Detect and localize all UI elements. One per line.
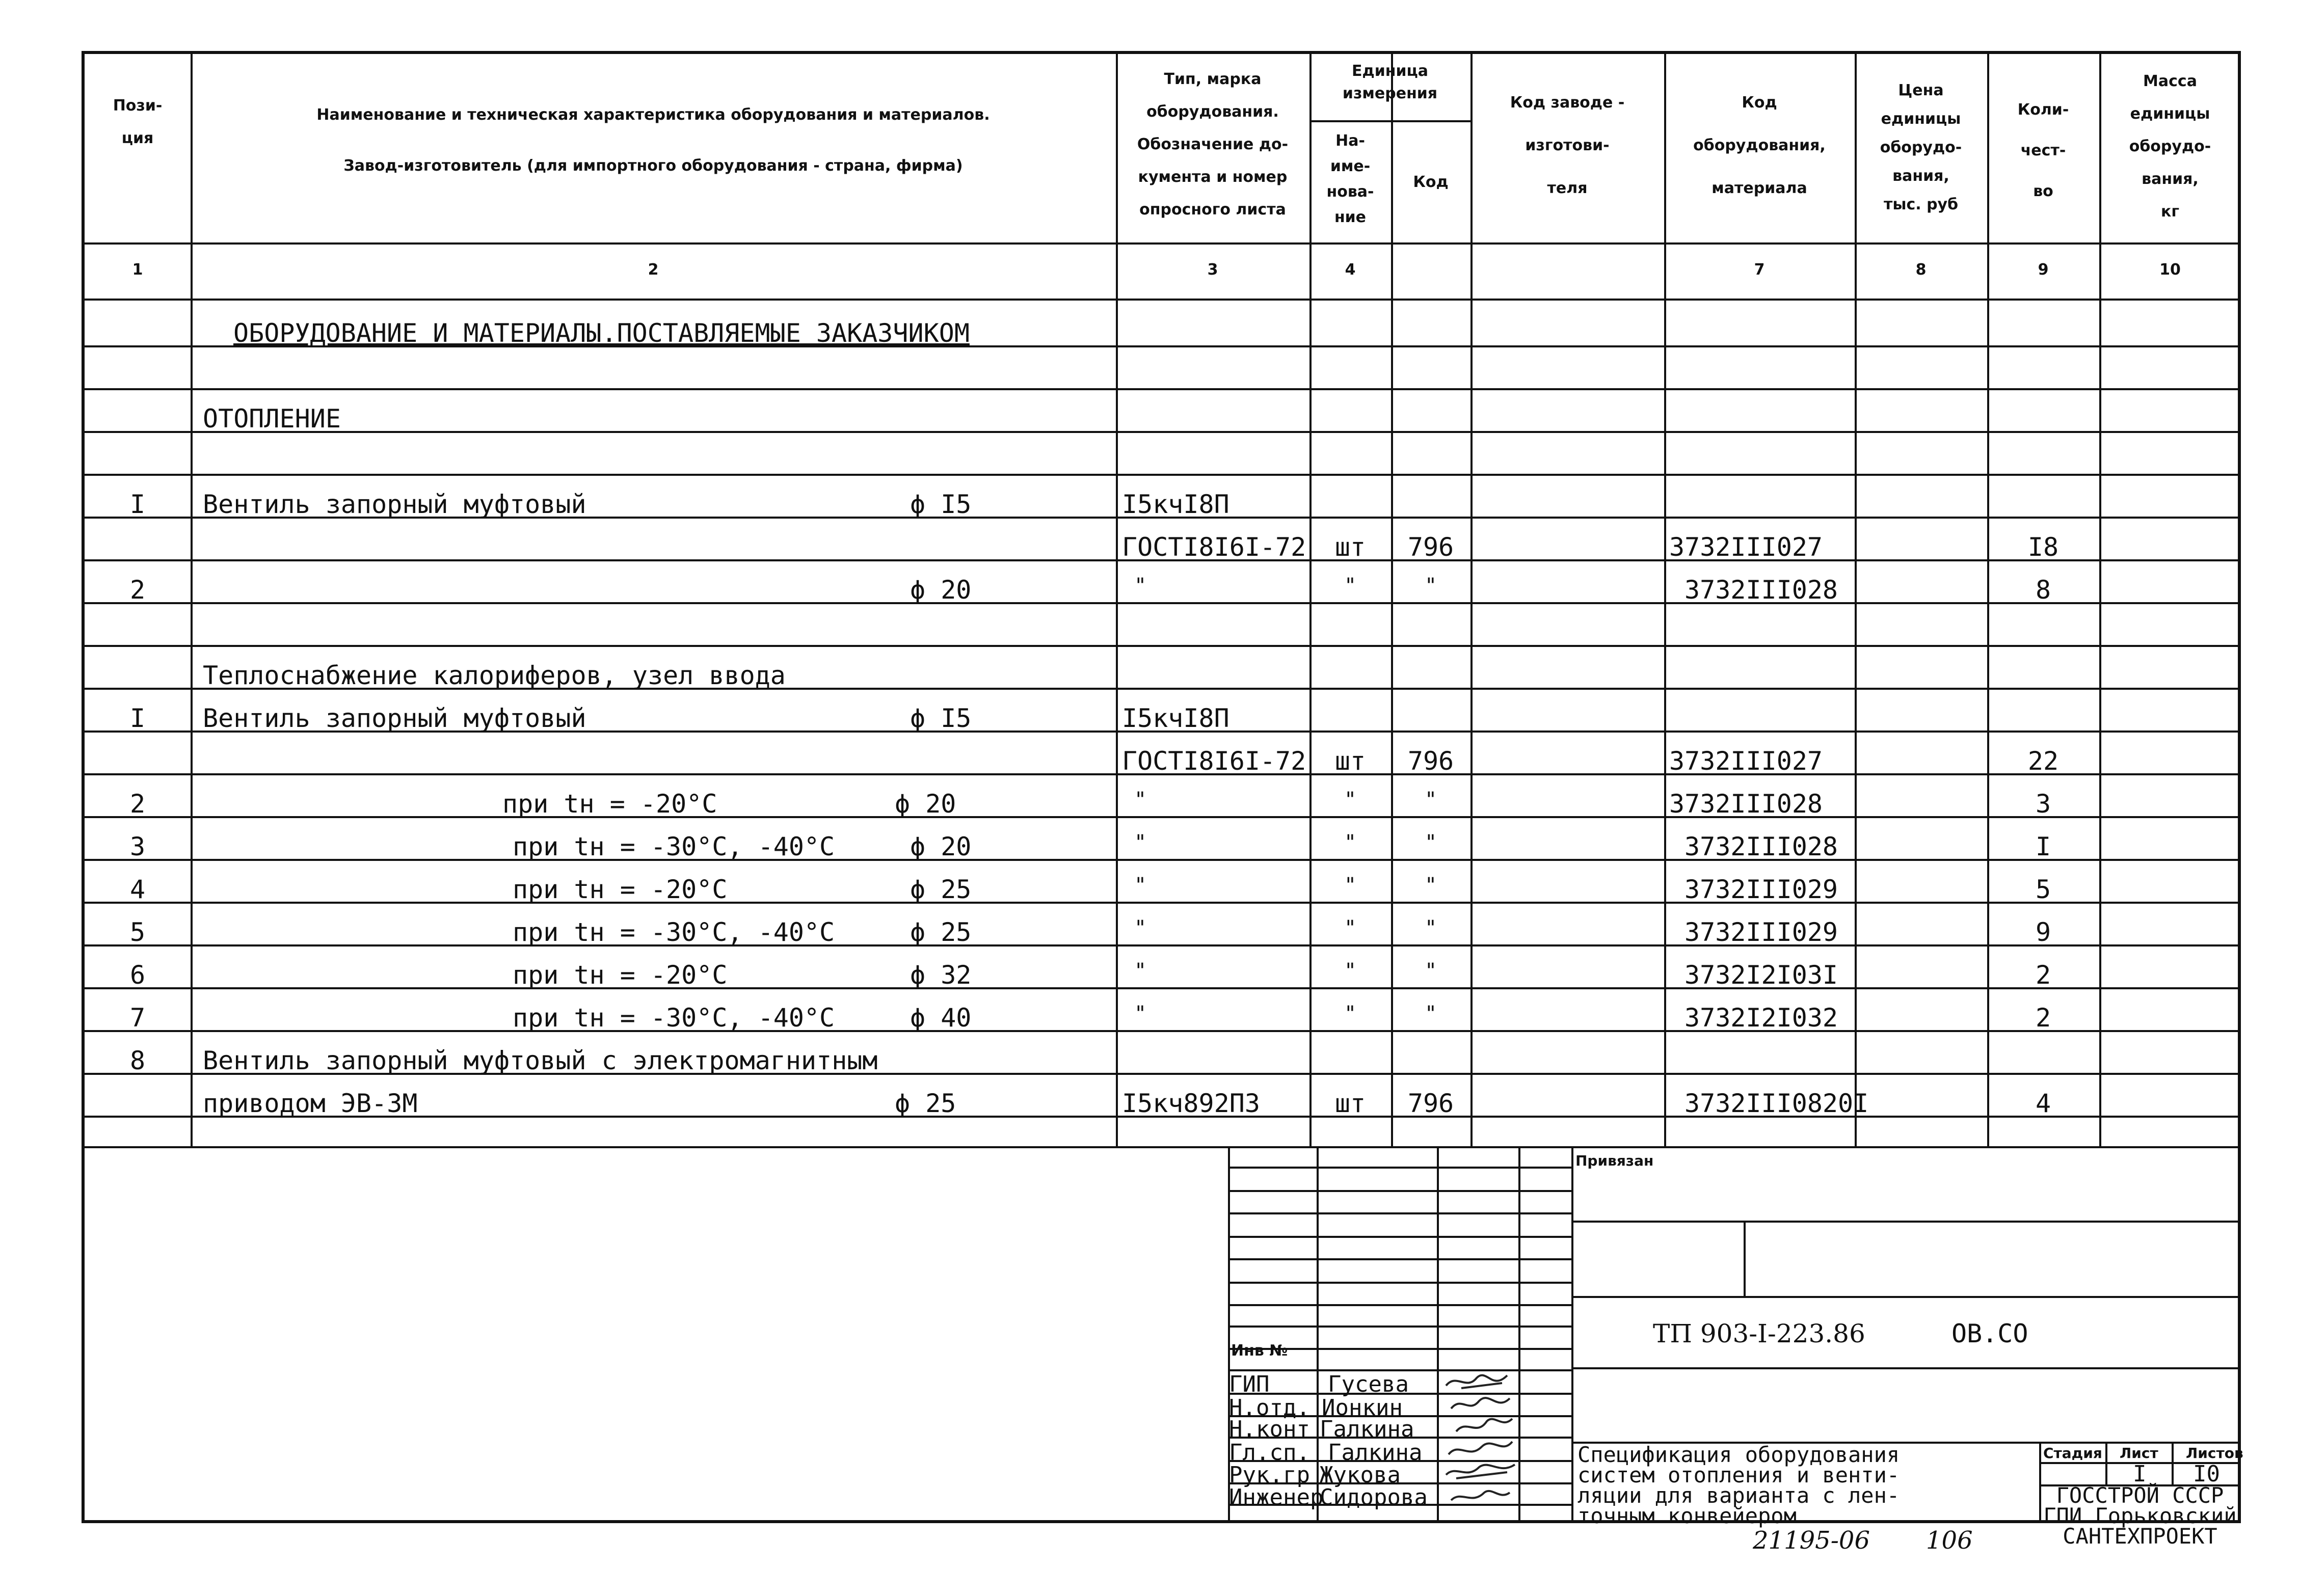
row-type: " bbox=[1134, 916, 1147, 940]
row-type: " bbox=[1134, 574, 1147, 598]
row-name: Вентиль запорный муфтовый bbox=[203, 490, 586, 519]
row-diameter: ϕ 25 bbox=[910, 917, 972, 947]
col-number: 9 bbox=[2038, 261, 2049, 279]
row-code: 3732III028 bbox=[1684, 575, 1838, 605]
row-code: 3732I2I032 bbox=[1684, 1003, 1838, 1033]
row-name: при tн = -20°C bbox=[502, 789, 717, 819]
row-code: 3732III028 bbox=[1669, 789, 1823, 819]
row-unit: шт bbox=[1334, 746, 1366, 776]
header-type: Тип, марка оборудования. Обозначение до- кумента и номер опросного листа bbox=[1137, 70, 1289, 219]
row-position: I bbox=[129, 704, 146, 733]
row-type: ГОСТI8I6I-72 bbox=[1122, 746, 1306, 776]
row-type: I5кч892П3 bbox=[1122, 1089, 1260, 1118]
row-type: I5кчI8П bbox=[1122, 490, 1229, 519]
signature-image bbox=[1441, 1370, 1517, 1513]
row-diameter: ϕ I5 bbox=[910, 704, 972, 733]
row-diameter: ϕ 20 bbox=[910, 575, 972, 605]
row-position: I bbox=[129, 490, 146, 519]
sheets-total: I0 bbox=[2193, 1461, 2220, 1487]
header-position: Пози- ция bbox=[113, 97, 163, 147]
col-number: 8 bbox=[1915, 261, 1927, 279]
row-name: при tн = -20°C bbox=[513, 960, 728, 990]
row-diameter: ϕ I5 bbox=[910, 490, 972, 519]
col-number: 1 bbox=[132, 261, 143, 279]
header-manufacturer-code: Код заводе - изготови- теля bbox=[1510, 94, 1625, 197]
row-quantity: I bbox=[2035, 832, 2051, 861]
role-engineer: Инженер bbox=[1229, 1484, 1324, 1510]
row-unit: " bbox=[1344, 874, 1357, 897]
row-position: 2 bbox=[129, 789, 146, 819]
row-position: 4 bbox=[129, 875, 146, 904]
row-quantity: I8 bbox=[2027, 532, 2059, 562]
sheet-label: Лист bbox=[2120, 1445, 2158, 1462]
section-title: ОТОПЛЕНИЕ bbox=[203, 404, 341, 434]
row-name: при tн = -30°C, -40°C bbox=[513, 917, 835, 947]
header-equipment-code: Код оборудования, материала bbox=[1693, 94, 1826, 197]
row-unit: " bbox=[1344, 959, 1357, 983]
row-type: I5кчI8П bbox=[1122, 704, 1229, 733]
document-code: ТП 903-I-223.86 bbox=[1653, 1319, 1865, 1348]
row-position: 6 bbox=[129, 960, 146, 990]
section-title: ОБОРУДОВАНИЕ И МАТЕРИАЛЫ.ПОСТАВЛЯЕМЫЕ ЗАКАЗЧИКОМ bbox=[233, 318, 970, 348]
sheet-number: I bbox=[2133, 1461, 2147, 1487]
archive-number: 21195-06 bbox=[1753, 1526, 1870, 1555]
header-unit-name: На- име- нова- ние bbox=[1326, 132, 1374, 226]
row-diameter: ϕ 32 bbox=[910, 960, 972, 990]
row-quantity: 3 bbox=[2035, 789, 2051, 819]
role-control: Н.конт bbox=[1229, 1416, 1310, 1442]
row-quantity: 22 bbox=[2027, 746, 2059, 776]
header-price: Цена единицы оборудо- вания, тыс. руб bbox=[1880, 82, 1962, 213]
person-name: Жукова bbox=[1320, 1462, 1401, 1488]
row-unit-code: " bbox=[1424, 788, 1437, 811]
person-name: Галкина bbox=[1328, 1440, 1423, 1466]
row-position: 7 bbox=[129, 1003, 146, 1033]
row-quantity: 4 bbox=[2035, 1089, 2051, 1118]
row-name: приводом ЭВ-3М bbox=[203, 1089, 418, 1118]
header-quantity: Коли- чест- во bbox=[2017, 101, 2069, 200]
row-unit-code: 796 bbox=[1407, 532, 1454, 562]
row-name: при tн = -30°C, -40°C bbox=[513, 832, 835, 861]
role-dept-head: Н.отд. bbox=[1229, 1395, 1310, 1421]
header-unit-code: Код bbox=[1413, 173, 1449, 191]
col-number: 7 bbox=[1754, 261, 1765, 279]
row-unit: " bbox=[1344, 574, 1357, 598]
row-unit: " bbox=[1344, 1002, 1357, 1025]
row-type: " bbox=[1134, 788, 1147, 811]
row-type: " bbox=[1134, 1002, 1147, 1025]
row-unit-code: " bbox=[1424, 959, 1437, 983]
row-position: 5 bbox=[129, 917, 146, 947]
row-code: 3732I2I03I bbox=[1684, 960, 1838, 990]
row-diameter: ϕ 20 bbox=[910, 832, 972, 861]
row-quantity: 2 bbox=[2035, 1003, 2051, 1033]
row-unit-code: " bbox=[1424, 831, 1437, 854]
row-name: при tн = -20°C bbox=[513, 875, 728, 904]
header-unit-group: Единица измерения bbox=[1342, 62, 1438, 102]
row-position: 3 bbox=[129, 832, 146, 861]
col-number: 2 bbox=[648, 261, 659, 279]
row-diameter: ϕ 25 bbox=[910, 875, 972, 904]
row-type: " bbox=[1134, 831, 1147, 854]
stage-label: Стадия bbox=[2043, 1445, 2102, 1462]
row-code: 3732III028 bbox=[1684, 832, 1838, 861]
row-quantity: 5 bbox=[2035, 875, 2051, 904]
row-quantity: 2 bbox=[2035, 960, 2051, 990]
row-quantity: 9 bbox=[2035, 917, 2051, 947]
col-number: 4 bbox=[1345, 261, 1356, 279]
person-name: Гусева bbox=[1328, 1371, 1409, 1397]
row-quantity: 8 bbox=[2035, 575, 2051, 605]
col-number: 3 bbox=[1207, 261, 1218, 279]
document-description: Спецификация оборудования систем отопления и венти- ляции для варианта с лен- точным конвейером bbox=[1577, 1442, 1900, 1528]
role-gip: ГИП bbox=[1229, 1371, 1270, 1397]
row-diameter: ϕ 40 bbox=[910, 1003, 972, 1033]
inventory-label: Инв № bbox=[1231, 1342, 1288, 1360]
row-unit-code: " bbox=[1424, 574, 1437, 598]
row-unit: " bbox=[1344, 788, 1357, 811]
person-name: Ионкин bbox=[1322, 1395, 1403, 1421]
attached-label: Привязан bbox=[1575, 1152, 1654, 1169]
row-unit-code: " bbox=[1424, 916, 1437, 940]
person-name: Галкина bbox=[1320, 1416, 1414, 1442]
col-number: 10 bbox=[2159, 261, 2181, 279]
sheet-code: ОВ.СО bbox=[1951, 1319, 2028, 1348]
sheets-label: Листов bbox=[2186, 1445, 2243, 1462]
row-code: 3732III029 bbox=[1684, 917, 1838, 947]
row-unit: " bbox=[1344, 916, 1357, 940]
row-name: при tн = -30°C, -40°C bbox=[513, 1003, 835, 1033]
row-type: " bbox=[1134, 959, 1147, 983]
organization: ГОССТРОЙ СССР ГПИ Горьковский САНТЕХПРОЕКТ bbox=[2043, 1483, 2237, 1549]
row-position: 8 bbox=[129, 1046, 146, 1075]
row-name: Вентиль запорный муфтовый с электромагнитным bbox=[203, 1046, 878, 1075]
row-diameter: ϕ 25 bbox=[895, 1089, 956, 1118]
page-number: 106 bbox=[1926, 1526, 1973, 1555]
row-unit: шт bbox=[1334, 532, 1366, 562]
row-type: " bbox=[1134, 874, 1147, 897]
header-mass: Масса единицы оборудо- вания, кг bbox=[2129, 72, 2211, 221]
role-group-head: Рук.гр bbox=[1229, 1462, 1310, 1488]
role-chief-spec: Гл.сп. bbox=[1229, 1440, 1310, 1466]
row-unit-code: " bbox=[1424, 874, 1437, 897]
row-code: 3732III027 bbox=[1669, 532, 1823, 562]
header-name: Наименование и техническая характеристика оборудования и материалов. Завод-изготовитель (для импортного оборудования - страна, фирма) bbox=[316, 106, 990, 175]
row-unit-code: " bbox=[1424, 1002, 1437, 1025]
row-code: 3732III027 bbox=[1669, 746, 1823, 776]
row-code: 3732III029 bbox=[1684, 875, 1838, 904]
row-type: ГОСТI8I6I-72 bbox=[1122, 532, 1306, 562]
row-position: 2 bbox=[129, 575, 146, 605]
person-name: Сидорова bbox=[1320, 1484, 1428, 1510]
row-unit: шт bbox=[1334, 1089, 1366, 1118]
row-unit-code: 796 bbox=[1407, 746, 1454, 776]
row-diameter: ϕ 20 bbox=[895, 789, 956, 819]
row-code: 3732III0820I bbox=[1684, 1089, 1869, 1118]
row-unit: " bbox=[1344, 831, 1357, 854]
row-unit-code: 796 bbox=[1407, 1089, 1454, 1118]
row-name: Вентиль запорный муфтовый bbox=[203, 704, 586, 733]
section-title: Теплоснабжение калориферов, узел ввода bbox=[203, 661, 786, 690]
